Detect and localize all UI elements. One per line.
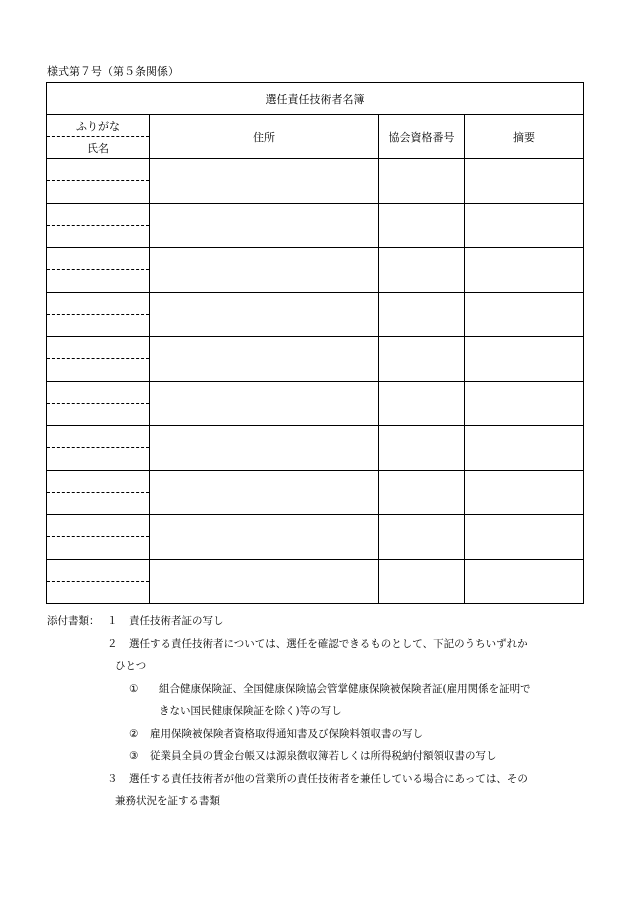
furigana-name-header — [47, 115, 150, 159]
furigana-header: ふりがな — [47, 115, 149, 137]
table-row — [47, 203, 584, 248]
table-row — [47, 559, 584, 604]
furigana-cell[interactable] — [47, 248, 149, 270]
address-cell[interactable] — [150, 292, 379, 337]
table-row — [47, 337, 584, 382]
name-cell[interactable] — [47, 582, 149, 603]
table-header-row — [47, 115, 584, 159]
sub-item-1-text-line1: 組合健康保険証、全国健康保険協会管掌健康保険被保険者証(雇用関係を証明で — [159, 682, 531, 695]
license-number-cell[interactable] — [379, 559, 465, 604]
sub-item-3-number: ③ — [129, 750, 139, 762]
furigana-cell[interactable] — [47, 560, 149, 582]
furigana-name-cell[interactable] — [47, 381, 150, 426]
item-3-text-line2: 兼務状況を証する書類 — [115, 795, 220, 807]
table-row — [47, 470, 584, 515]
sub-item-1-number: ① — [129, 682, 139, 695]
address-cell[interactable] — [150, 426, 379, 471]
attachments-label: 添付書類： — [47, 615, 100, 627]
remarks-cell[interactable] — [465, 470, 584, 515]
item-3-number: ３ — [107, 772, 118, 785]
address-cell[interactable] — [150, 470, 379, 515]
license-number-cell[interactable] — [379, 203, 465, 248]
furigana-cell[interactable] — [47, 293, 149, 315]
sub-item-2-text: 雇用保険被保険者資格取得通知書及び保険料領収書の写し — [150, 727, 423, 740]
name-cell[interactable] — [47, 226, 149, 247]
license-number-cell[interactable] — [379, 470, 465, 515]
furigana-name-cell[interactable] — [47, 337, 150, 382]
furigana-name-cell[interactable] — [47, 203, 150, 248]
table-row — [47, 426, 584, 471]
furigana-name-cell[interactable] — [47, 470, 150, 515]
name-cell[interactable] — [47, 359, 149, 380]
remarks-cell[interactable] — [465, 426, 584, 471]
table-row — [47, 292, 584, 337]
table-row — [47, 159, 584, 204]
furigana-name-cell[interactable] — [47, 426, 150, 471]
address-cell[interactable] — [150, 159, 379, 204]
furigana-name-cell[interactable] — [47, 248, 150, 293]
license-number-cell[interactable] — [379, 381, 465, 426]
item-1-text: 責任技術者証の写し — [129, 615, 224, 627]
table-title: 選任責任技術者名簿 — [47, 83, 584, 115]
furigana-cell[interactable] — [47, 382, 149, 404]
furigana-name-cell[interactable] — [47, 515, 150, 560]
furigana-name-cell[interactable] — [47, 292, 150, 337]
table-title-row — [47, 83, 584, 115]
address-cell[interactable] — [150, 248, 379, 293]
name-cell[interactable] — [47, 448, 149, 469]
address-cell[interactable] — [150, 203, 379, 248]
furigana-cell[interactable] — [47, 426, 149, 448]
item-3-text-line1: 選任する責任技術者が他の営業所の責任技術者を兼任している場合にあっては、その — [129, 772, 528, 785]
furigana-cell[interactable] — [47, 471, 149, 493]
sub-item-2-number: ② — [129, 727, 139, 740]
license-number-cell[interactable] — [379, 426, 465, 471]
sub-item-3-text: 従業員全員の賃金台帳又は源泉徴収簿若しくは所得税納付額領収書の写し — [150, 750, 497, 762]
table-row — [47, 248, 584, 293]
table-row — [47, 515, 584, 560]
furigana-cell[interactable] — [47, 159, 149, 181]
name-cell[interactable] — [47, 315, 149, 336]
license-number-cell[interactable] — [379, 337, 465, 382]
name-cell[interactable] — [47, 537, 149, 558]
item-1-number: １ — [107, 615, 118, 627]
item-2-number: ２ — [107, 637, 118, 650]
furigana-cell[interactable] — [47, 204, 149, 226]
attachments-section — [47, 610, 587, 813]
table-row — [47, 381, 584, 426]
license-number-cell[interactable] — [379, 159, 465, 204]
item-2-text-line1: 選任する責任技術者については、選任を確認できるものとして、下記のうちいずれか — [129, 637, 528, 650]
license-number-cell[interactable] — [379, 248, 465, 293]
remarks-cell[interactable] — [465, 559, 584, 604]
item-2-text-line2: ひとつ — [115, 660, 147, 672]
name-cell[interactable] — [47, 493, 149, 514]
address-cell[interactable] — [150, 337, 379, 382]
remarks-cell[interactable] — [465, 159, 584, 204]
sub-item-1-text-line2: きない国民健康保険証を除く)等の写し — [159, 705, 342, 717]
name-header: 氏名 — [87, 141, 109, 155]
license-number-cell[interactable] — [379, 292, 465, 337]
technician-roster-table — [46, 82, 584, 604]
remarks-cell[interactable] — [465, 292, 584, 337]
name-cell[interactable] — [47, 404, 149, 425]
remarks-header: 摘要 — [465, 115, 584, 159]
remarks-cell[interactable] — [465, 381, 584, 426]
address-cell[interactable] — [150, 515, 379, 560]
remarks-cell[interactable] — [465, 248, 584, 293]
license-number-header: 協会資格番号 — [379, 115, 465, 159]
furigana-cell[interactable] — [47, 515, 149, 537]
name-cell[interactable] — [47, 270, 149, 291]
address-header: 住所 — [150, 115, 379, 159]
address-cell[interactable] — [150, 381, 379, 426]
address-cell[interactable] — [150, 559, 379, 604]
furigana-name-cell[interactable] — [47, 559, 150, 604]
name-cell[interactable] — [47, 181, 149, 202]
remarks-cell[interactable] — [465, 337, 584, 382]
remarks-cell[interactable] — [465, 203, 584, 248]
form-number: 様式第７号（第５条関係） — [47, 65, 179, 78]
furigana-cell[interactable] — [47, 337, 149, 359]
remarks-cell[interactable] — [465, 515, 584, 560]
license-number-cell[interactable] — [379, 515, 465, 560]
furigana-name-cell[interactable] — [47, 159, 150, 204]
